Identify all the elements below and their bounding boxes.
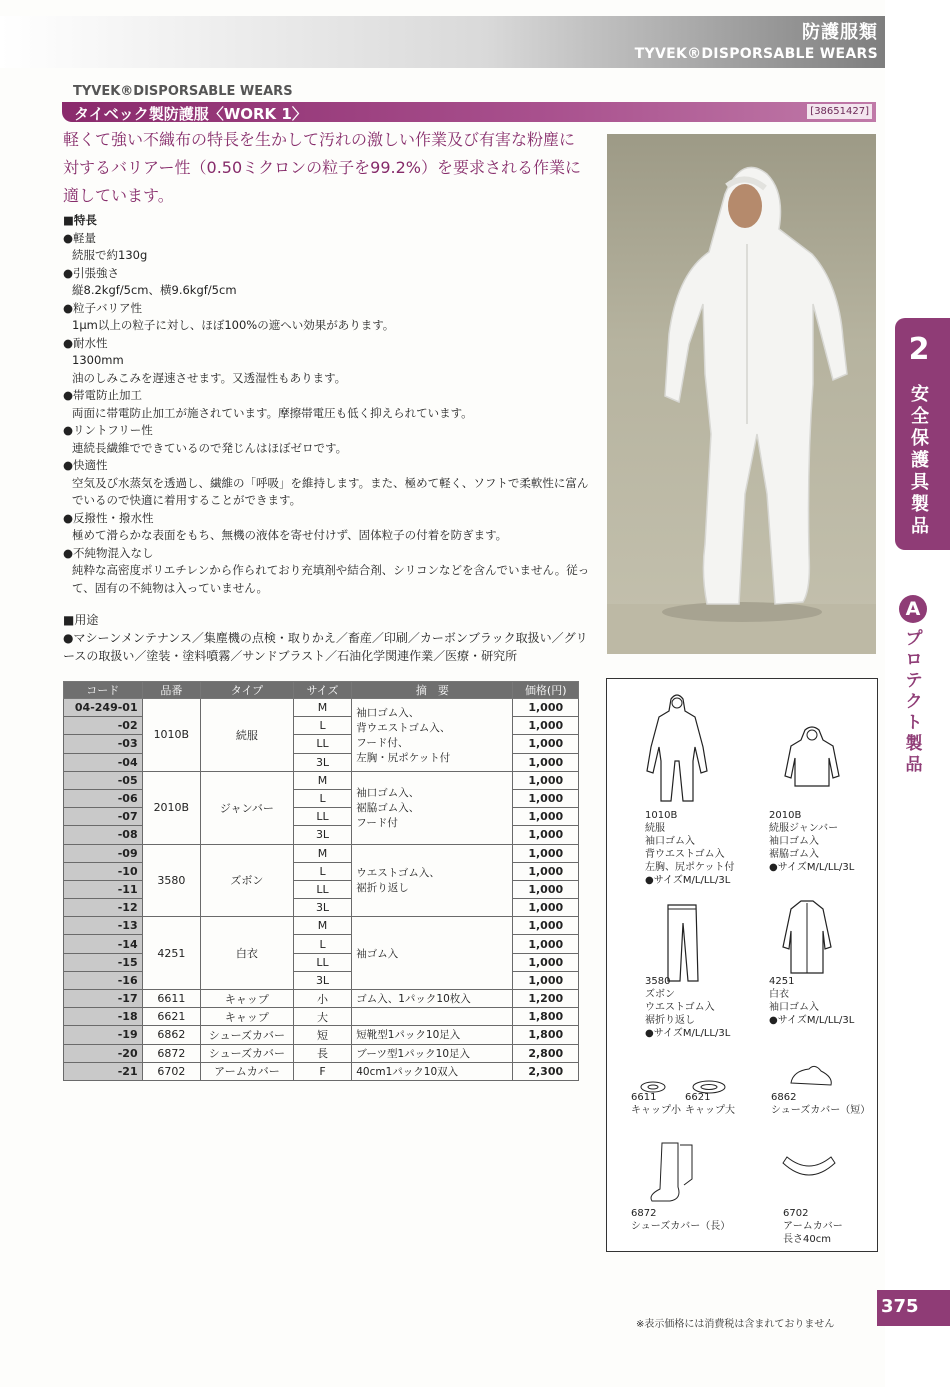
cell-type: 続服: [201, 699, 294, 772]
cell-code: -16: [64, 971, 143, 989]
note-line: フード付: [356, 817, 398, 830]
cell-price: 1,000: [513, 971, 579, 989]
cell-price: 1,000: [513, 717, 579, 735]
cell-code: -02: [64, 717, 143, 735]
cell-price: 2,300: [513, 1062, 579, 1080]
table-row: [64, 1062, 579, 1080]
cell-code: -14: [64, 935, 143, 953]
usage-section: [63, 611, 593, 665]
cell-price: 1,000: [513, 935, 579, 953]
cell-type: アームカバー: [201, 1062, 294, 1080]
cell-size: 3L: [293, 753, 351, 771]
feature-detail: 両面に帯電防止加工が施されています。摩擦帯電圧も低く抑えられています。: [72, 405, 473, 420]
caption-line: ウエストゴム入: [645, 1002, 715, 1013]
cell-type: ジャンバー: [201, 771, 294, 844]
cell-size: LL: [293, 808, 351, 826]
cell-price: 1,000: [513, 880, 579, 898]
cell-code: -19: [64, 1026, 143, 1044]
cell-size: M: [293, 844, 351, 862]
caption-line: 袖口ゴム入: [645, 836, 695, 847]
cell-code: -08: [64, 826, 143, 844]
caption-line: ●サイズM/L/LL/3L: [645, 1028, 731, 1039]
caption-line: キャップ大: [685, 1105, 735, 1116]
cell-size: L: [293, 862, 351, 880]
cell-type: キャップ: [201, 1008, 294, 1026]
cell-size: F: [293, 1062, 351, 1080]
cell-price: 1,000: [513, 844, 579, 862]
jumper-illustration: [777, 724, 847, 794]
pants-illustration: [662, 901, 702, 986]
cell-note: [352, 844, 513, 917]
col-header-hin: 品番: [142, 682, 200, 699]
feature-title: ●軽量: [63, 230, 97, 245]
cell-price: 1,000: [513, 862, 579, 880]
cell-code: -05: [64, 771, 143, 789]
caption-line: 長さ40cm: [783, 1234, 831, 1245]
section-number: 2: [908, 332, 930, 367]
feature-detail: 連続長繊維でできているので発じんはほぼゼロです。: [72, 440, 348, 455]
table-row: [64, 1008, 579, 1026]
cell-note: [352, 1062, 513, 1080]
note-line: ゴム入、1パック10枚入: [356, 993, 471, 1006]
cell-note: [352, 699, 513, 772]
caption-line: シューズカバー（短）: [771, 1105, 871, 1116]
cell-size: 3L: [293, 826, 351, 844]
features-section: [63, 212, 593, 597]
caption-line: 2010B: [769, 810, 802, 821]
note-line: 裾折り返し: [356, 882, 409, 895]
illustration-caption: [771, 1091, 870, 1117]
cell-size: 短: [293, 1026, 351, 1044]
cell-price: 1,000: [513, 699, 579, 717]
cell-type: ズボン: [201, 844, 294, 917]
feature-title: ●引張強さ: [63, 265, 120, 280]
feature-title: ●リントフリー性: [63, 423, 153, 437]
cell-hin: 6862: [142, 1026, 200, 1044]
cell-hin: 1010B: [142, 699, 200, 772]
caption-line: 4251: [769, 976, 795, 987]
table-row: [64, 699, 579, 717]
feature-detail: 続服で約130g: [72, 248, 148, 262]
cell-code: -11: [64, 880, 143, 898]
illustration-caption: [685, 1091, 735, 1117]
cell-hin: 6621: [142, 1008, 200, 1026]
illustration-caption: [769, 975, 854, 1027]
cell-size: 小: [293, 990, 351, 1008]
table-row: [64, 990, 579, 1008]
cell-size: LL: [293, 880, 351, 898]
col-header-code: コード: [64, 682, 143, 699]
tax-note: ※表示価格には消費税は含まれておりません: [636, 1319, 835, 1330]
page-number: 375: [877, 1290, 950, 1326]
caption-line: 袖口ゴム入: [769, 836, 819, 847]
product-title-bar: [62, 102, 876, 122]
caption-line: ●サイズM/L/LL/3L: [645, 875, 731, 886]
category-letter: A: [899, 595, 927, 623]
cell-note: [352, 1008, 513, 1026]
cell-size: L: [293, 789, 351, 807]
product-title: タイベック製防護服〈WORK 1〉: [74, 105, 307, 123]
note-line: ウエストゴム入、: [356, 867, 440, 880]
illustration-caption: [645, 975, 730, 1040]
cell-size: M: [293, 917, 351, 935]
cell-hin: 2010B: [142, 771, 200, 844]
cell-code: -09: [64, 844, 143, 862]
note-line: 袖ゴム入: [356, 947, 399, 960]
cell-size: 大: [293, 1008, 351, 1026]
cell-type: シューズカバー: [201, 1044, 294, 1062]
section-label: 安全保護具製品: [911, 384, 929, 537]
note-line: 左胸・尻ポケット付: [356, 751, 451, 764]
illustration-panel: [606, 678, 878, 1252]
cell-code: -18: [64, 1008, 143, 1026]
cell-code: -13: [64, 917, 143, 935]
cell-code: -04: [64, 753, 143, 771]
usage-text: ●マシーンメンテナンス／集塵機の点検・取りかえ／畜産／印刷／カーボンブラック取扱い／グリースの取扱い／塗装・塗料噴霧／サンドブラスト／石油化学関連作業／医療・研究所: [63, 631, 588, 663]
arm-cover-illustration: [779, 1153, 839, 1193]
feature-title: ●不純物混入なし: [63, 545, 154, 560]
long-shoe-cover-illustration: [642, 1139, 702, 1209]
cell-note: [352, 1026, 513, 1044]
product-english-name: TYVEK®DISPORSABLE WEARS: [73, 84, 293, 99]
feature-title: ●耐水性: [63, 335, 108, 350]
cell-type: キャップ: [201, 990, 294, 1008]
cell-price: 1,000: [513, 953, 579, 971]
caption-line: 続服ジャンバー: [769, 823, 839, 834]
cell-price: 1,800: [513, 1008, 579, 1026]
cell-size: 3L: [293, 971, 351, 989]
cell-code: -15: [64, 953, 143, 971]
category-tab: [895, 595, 950, 780]
col-header-type: タイプ: [201, 682, 294, 699]
table-row: [64, 1026, 579, 1044]
labcoat-illustration: [777, 897, 837, 977]
cell-price: 1,000: [513, 917, 579, 935]
cell-size: 長: [293, 1044, 351, 1062]
table-row: [64, 917, 579, 935]
caption-line: 3580: [645, 976, 671, 987]
cell-price: 1,000: [513, 899, 579, 917]
product-photo: [607, 134, 876, 654]
cell-note: [352, 771, 513, 844]
caption-line: ズボン: [645, 989, 675, 1000]
feature-title: ●快適性: [63, 458, 108, 472]
short-shoe-cover-illustration: [787, 1061, 837, 1091]
caption-line: シューズカバー（長）: [631, 1221, 731, 1232]
note-line: 40cm1パック10双入: [356, 1065, 459, 1078]
spec-table-body: [64, 699, 579, 1081]
caption-line: ●サイズM/L/LL/3L: [769, 862, 855, 873]
col-header-price: 価格(円): [513, 682, 579, 699]
header-subtitle: TYVEK®DISPORSABLE WEARS: [634, 46, 878, 62]
cell-price: 1,000: [513, 789, 579, 807]
cell-price: 1,000: [513, 735, 579, 753]
feature-detail: 極めて滑らかな表面をもち、無機の液体を寄せ付けず、固体粒子の付着を防ぎます。: [72, 528, 508, 542]
category-label: プロテクト製品: [905, 629, 923, 775]
table-row: [64, 771, 579, 789]
caption-line: 白衣: [769, 989, 789, 1000]
cell-code: -03: [64, 735, 143, 753]
cell-price: 1,000: [513, 753, 579, 771]
caption-line: 6702: [783, 1208, 809, 1219]
cell-type: 白衣: [201, 917, 294, 990]
cell-code: -12: [64, 899, 143, 917]
cell-note: [352, 990, 513, 1008]
cell-price: 2,800: [513, 1044, 579, 1062]
feature-title: ●帯電防止加工: [63, 388, 143, 402]
cell-hin: 4251: [142, 917, 200, 990]
feature-detail: 1μm以上の粒子に対し、ほぼ100%の遮へい効果があります。: [72, 318, 395, 332]
caption-line: キャップ小: [631, 1105, 681, 1116]
usage-heading: ■用途: [63, 613, 99, 627]
feature-list: [63, 230, 593, 598]
feature-detail: 純粋な高密度ポリエチレンから作られており充填剤や結合剤、シリコンなどを含んでいません。従って、固有の不純物は入っていません。: [72, 563, 590, 595]
feature-detail: 空気及び水蒸気を透過し、繊維の「呼吸」を維持します。また、極めて軽く、ソフトで柔軟性に富んでいるので快適に着用することができます。: [72, 475, 589, 507]
note-line: 袖口ゴム入、: [356, 787, 420, 800]
cell-price: 1,800: [513, 1026, 579, 1044]
caption-line: 続服: [645, 823, 665, 834]
feature-detail: 1300mm: [72, 353, 124, 367]
note-line: 背ウエストゴム入、: [356, 721, 451, 734]
cell-hin: 6611: [142, 990, 200, 1008]
cell-size: LL: [293, 953, 351, 971]
caption-line: 左胸、尻ポケット付: [645, 862, 735, 873]
caption-line: 6862: [771, 1092, 797, 1103]
cell-type: シューズカバー: [201, 1026, 294, 1044]
illustration-caption: [631, 1091, 681, 1117]
cell-code: -20: [64, 1044, 143, 1062]
cell-note: [352, 1044, 513, 1062]
cell-size: 3L: [293, 899, 351, 917]
illustration-caption: [783, 1207, 843, 1246]
caption-line: 裾折り返し: [645, 1015, 695, 1026]
cell-size: M: [293, 771, 351, 789]
note-line: フード付、: [356, 736, 409, 749]
caption-line: ●サイズM/L/LL/3L: [769, 1015, 855, 1026]
cell-price: 1,000: [513, 808, 579, 826]
cell-price: 1,000: [513, 771, 579, 789]
cell-code: -06: [64, 789, 143, 807]
cell-price: 1,000: [513, 826, 579, 844]
illustration-caption: [645, 809, 735, 887]
cell-code: -10: [64, 862, 143, 880]
cell-code: 04-249-01: [64, 699, 143, 717]
feature-detail: 油のしみこみを遅速させます。又透湿性もあります。: [72, 370, 347, 385]
cell-size: LL: [293, 735, 351, 753]
illustration-caption: [769, 809, 854, 874]
caption-line: 1010B: [645, 810, 678, 821]
note-line: 短靴型1パック10足入: [356, 1029, 461, 1042]
cell-price: 1,200: [513, 990, 579, 1008]
cell-size: L: [293, 935, 351, 953]
spec-table: [63, 681, 579, 1081]
caption-line: 裾脇ゴム入: [769, 849, 819, 860]
product-code: [38651427]: [807, 104, 872, 119]
product-lead: 軽くて強い不織布の特長を生かして汚れの激しい作業及び有害な粉塵に対するバリアー性（0.50ミクロンの粒子を99.2%）を要求される作業に適しています。: [63, 130, 581, 205]
cell-size: L: [293, 717, 351, 735]
caption-line: アームカバー: [783, 1221, 843, 1232]
section-tab: [895, 318, 950, 550]
feature-detail: 縦8.2kgf/5cm、横9.6kgf/5cm: [72, 283, 237, 297]
feature-title: ●粒子バリア性: [63, 300, 143, 315]
note-line: ブーツ型1パック10足入: [356, 1047, 471, 1060]
cell-hin: 6872: [142, 1044, 200, 1062]
caption-line: 背ウエストゴム入: [645, 849, 725, 860]
table-row: [64, 1044, 579, 1062]
cell-code: -17: [64, 990, 143, 1008]
caption-line: 袖口ゴム入: [769, 1002, 819, 1013]
cell-code: -21: [64, 1062, 143, 1080]
caption-line: 6621: [685, 1092, 711, 1103]
header-title: 防護服類: [802, 22, 878, 43]
note-line: 裾脇ゴム入、: [356, 802, 420, 815]
note-line: 袖口ゴム入、: [356, 706, 420, 719]
col-header-note: 摘 要: [352, 682, 513, 699]
table-row: [64, 844, 579, 862]
col-header-size: サイズ: [293, 682, 351, 699]
caption-line: 6611: [631, 1092, 657, 1103]
cell-size: M: [293, 699, 351, 717]
cell-hin: 3580: [142, 844, 200, 917]
illustration-caption: [631, 1207, 730, 1233]
cell-note: [352, 917, 513, 990]
cell-code: -07: [64, 808, 143, 826]
feature-title: ●反撥性・撥水性: [63, 510, 154, 525]
cell-hin: 6702: [142, 1062, 200, 1080]
caption-line: 6872: [631, 1208, 657, 1219]
worker-in-coverall-image: [607, 134, 876, 654]
features-heading: ■特長: [63, 213, 97, 227]
coverall-illustration: [637, 691, 717, 811]
